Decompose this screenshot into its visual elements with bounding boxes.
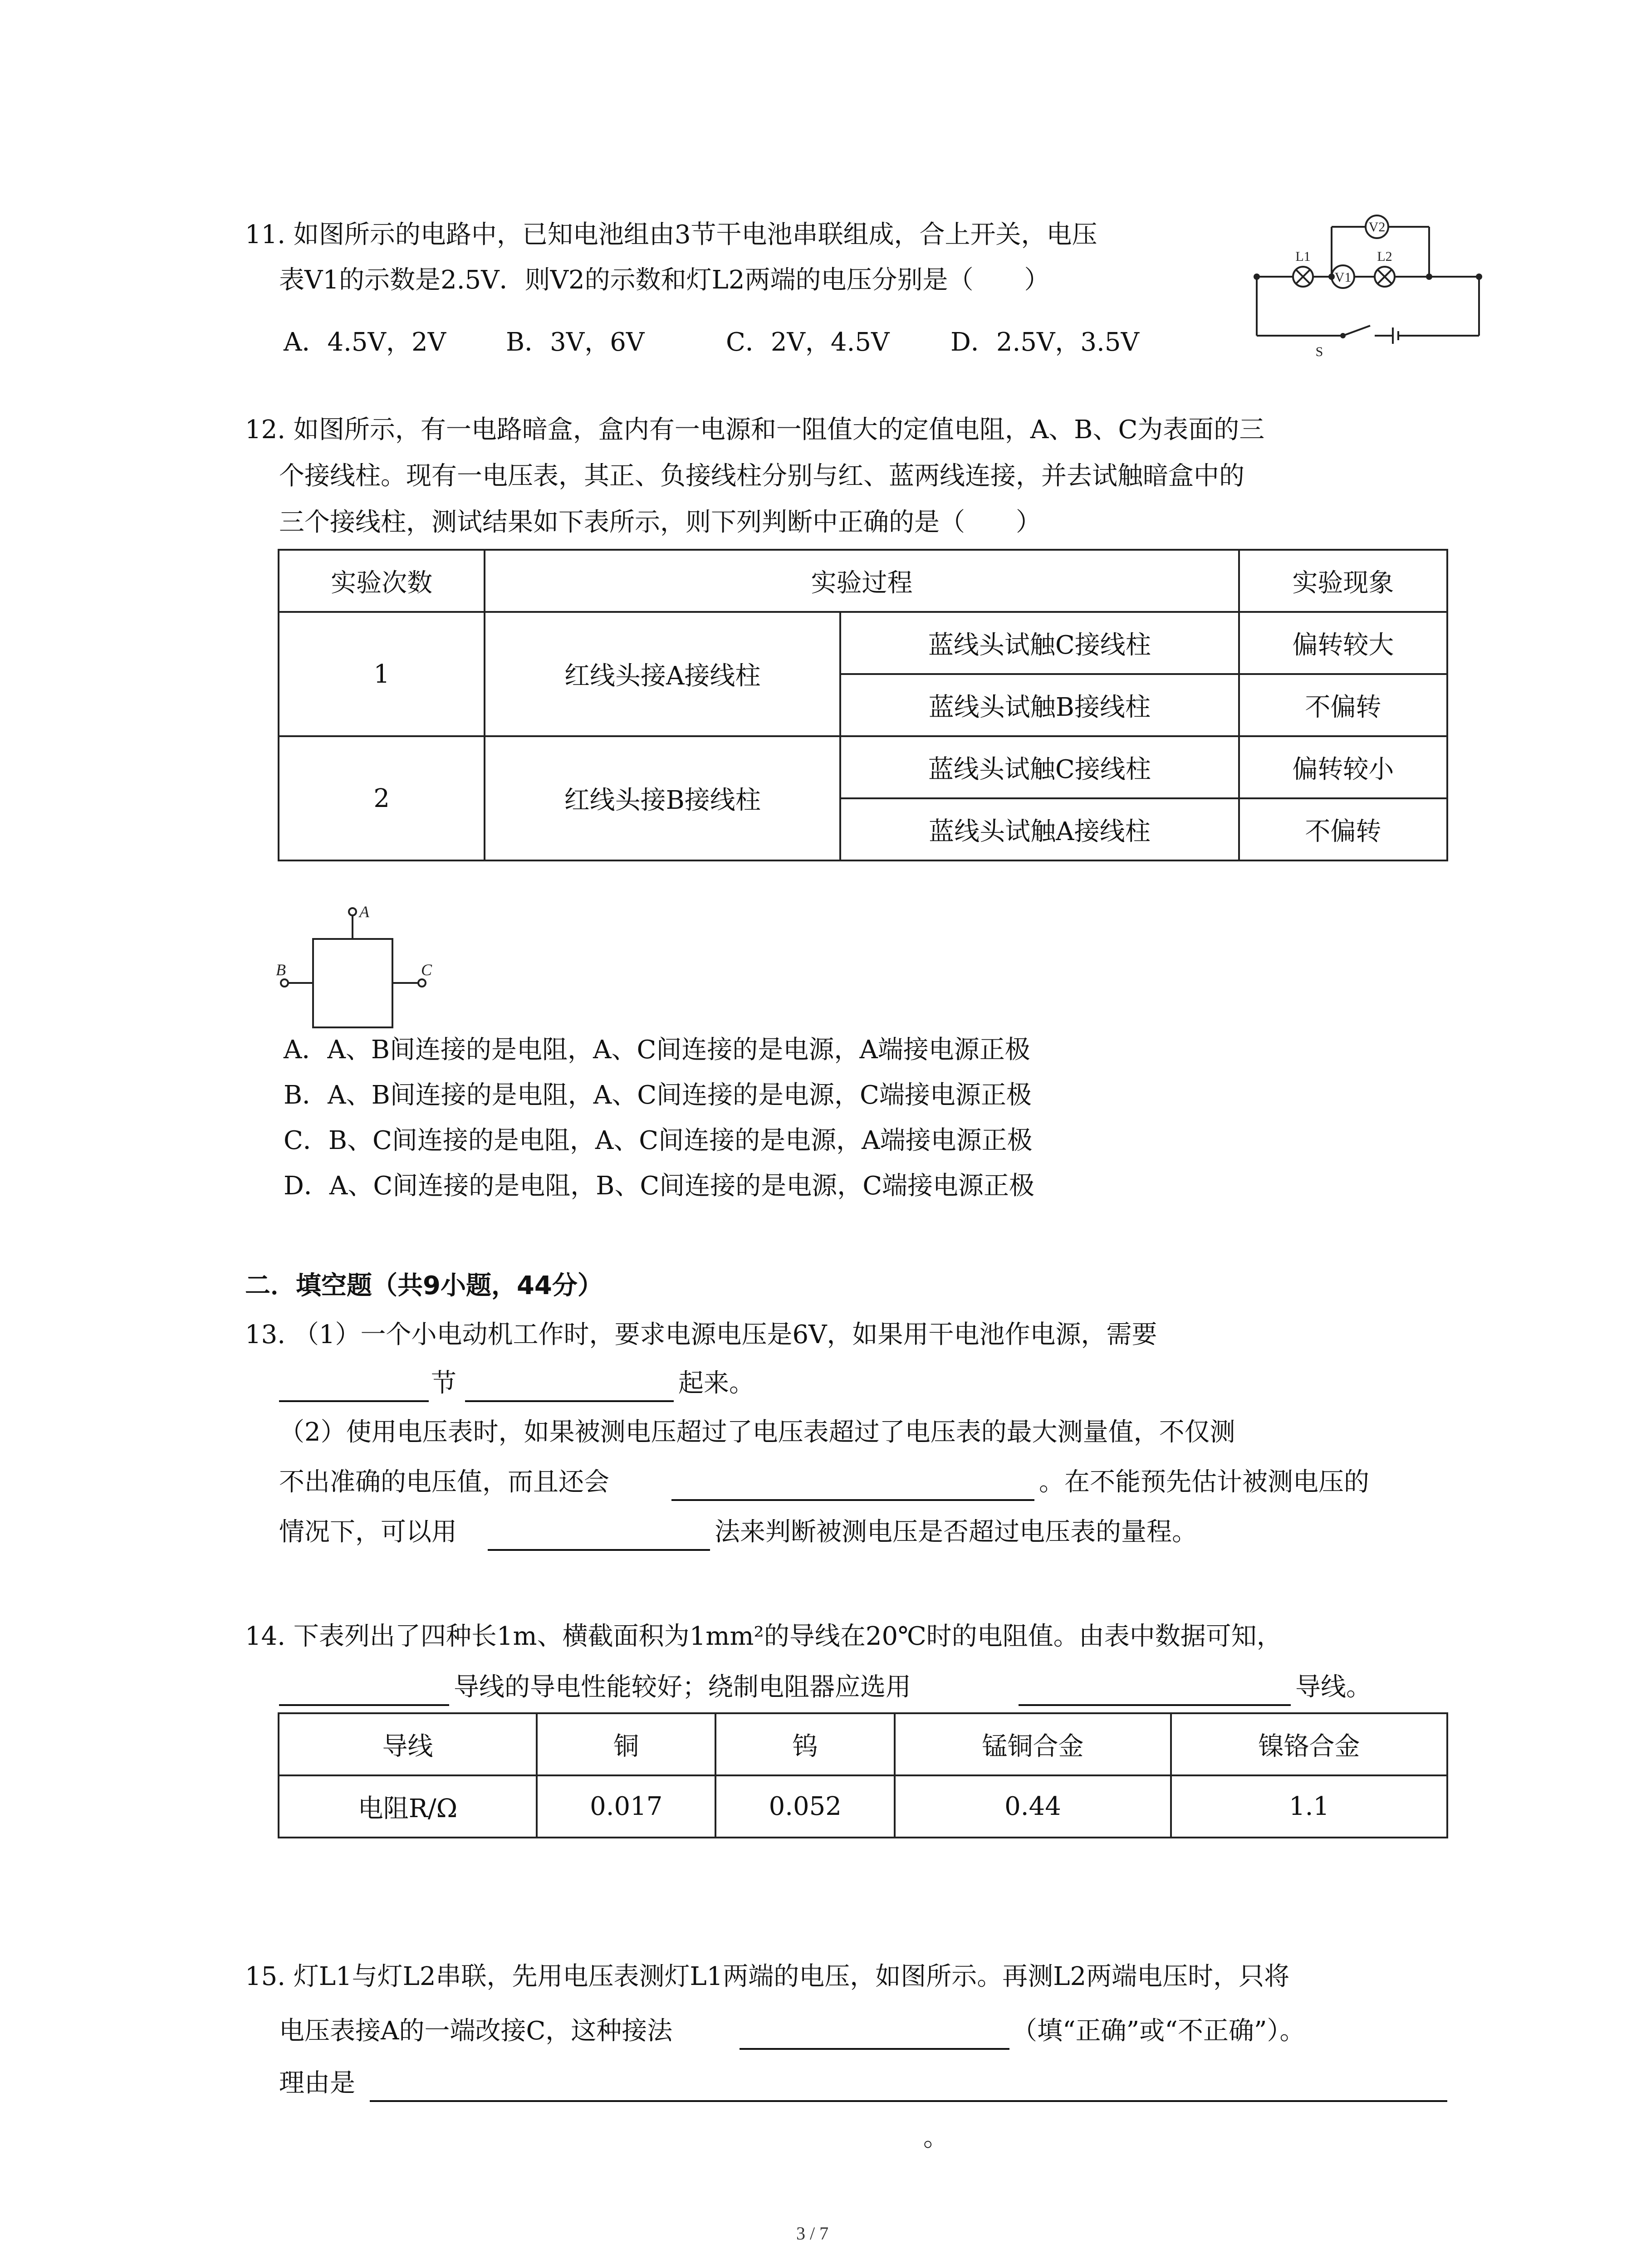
- table-cell: 0.017: [537, 1775, 716, 1838]
- q12-option-b: B．A、B间连接的是电阻，A、C间连接的是电源，C端接电源正极: [284, 1080, 1032, 1110]
- q14-line-2-b: 导线。: [1295, 1672, 1372, 1702]
- table-cell: 电阻R/Ω: [279, 1775, 537, 1838]
- blue-lead-cell: 蓝线头试触A接线柱: [840, 798, 1239, 860]
- q15-line-2-a: 电压表接A的一端改接C，这种接法: [279, 2016, 673, 2046]
- blue-lead-cell: 蓝线头试触C接线柱: [840, 612, 1239, 674]
- table-header: 实验现象: [1239, 550, 1447, 612]
- q14-resistance-table: [278, 1712, 1448, 1838]
- q15-line-4: 。: [923, 2123, 949, 2152]
- result-cell: 偏转较大: [1239, 612, 1447, 674]
- table-header: 实验次数: [279, 550, 485, 612]
- answer-blank[interactable]: [1019, 1704, 1291, 1706]
- q12-option-d: D．A、C间连接的是电阻，B、C间连接的是电源，C端接电源正极: [284, 1171, 1035, 1201]
- q11-option-a: A．4.5V，2V: [284, 327, 446, 357]
- result-cell: 偏转较小: [1239, 736, 1447, 798]
- q11-circuit-diagram: [1239, 200, 1497, 363]
- q12-results-table: [278, 549, 1448, 861]
- result-cell: 不偏转: [1239, 674, 1447, 736]
- q11-option-d: D．2.5V，3.5V: [950, 327, 1139, 357]
- page-number: 3 / 7: [796, 2223, 829, 2244]
- blue-lead-cell: 蓝线头试触B接线柱: [840, 674, 1239, 736]
- q15-line-1: 15. 灯L1与灯L2串联，先用电压表测灯L1两端的电压，如图所示。再测L2两端电压时，只将: [245, 1962, 1290, 1991]
- table-header: 镍铬合金: [1171, 1713, 1447, 1775]
- q12-option-a: A．A、B间连接的是电阻，A、C间连接的是电源，A端接电源正极: [284, 1035, 1030, 1065]
- answer-blank[interactable]: [671, 1499, 1034, 1501]
- q14-line-1: 14. 下表列出了四种长1m、横截面积为1mm²的导线在20℃时的电阻值。由表中数据可知，: [245, 1622, 1282, 1651]
- trial-number: 1: [279, 612, 485, 736]
- q12-option-c: C．B、C间连接的是电阻，A、C间连接的是电源，A端接电源正极: [284, 1126, 1033, 1155]
- answer-blank[interactable]: [279, 1400, 429, 1402]
- section-heading: 二．填空题（共9小题，44分）: [245, 1271, 603, 1300]
- answer-blank[interactable]: [370, 2100, 1447, 2102]
- table-header: 导线: [279, 1713, 537, 1775]
- q13-line-2-a: 节: [431, 1369, 456, 1398]
- terminal-b-label: B: [276, 961, 286, 979]
- table-header: 铜: [537, 1713, 716, 1775]
- terminal-c-label: C: [421, 961, 432, 979]
- q11-line-1: 11. 如图所示的电路中，已知电池组由3节干电池串联组成，合上开关，电压: [245, 220, 1097, 249]
- v1-label: V1: [1334, 270, 1352, 285]
- q12-line-1: 12. 如图所示，有一电路暗盒，盒内有一电源和一阻值大的定值电阻，A、B、C为表面的三: [245, 415, 1265, 445]
- q13-line-4-a: 不出准确的电压值，而且还会: [279, 1467, 609, 1497]
- q13-line-2-b: 起来。: [678, 1369, 754, 1398]
- answer-blank[interactable]: [488, 1549, 710, 1551]
- table-cell: 1.1: [1171, 1775, 1447, 1838]
- q14-line-2-a: 导线的导电性能较好；绕制电阻器应选用: [454, 1672, 911, 1702]
- q11-line-2: 表V1的示数是2.5V．则V2的示数和灯L2两端的电压分别是（ ）: [279, 265, 1050, 295]
- v2-label: V2: [1368, 220, 1386, 235]
- trial-number: 2: [279, 736, 485, 860]
- answer-blank[interactable]: [740, 2048, 1009, 2050]
- q13-line-5-a: 情况下，可以用: [279, 1517, 457, 1547]
- table-cell: 0.052: [715, 1775, 895, 1838]
- result-cell: 不偏转: [1239, 798, 1447, 860]
- switch-label: S: [1315, 344, 1323, 359]
- table-cell: 0.44: [895, 1775, 1171, 1838]
- q11-option-b: B．3V，6V: [506, 327, 645, 357]
- red-lead-cell: 红线头接B接线柱: [485, 736, 840, 860]
- q11-option-c: C．2V，4.5V: [726, 327, 890, 357]
- q12-line-3: 三个接线柱，测试结果如下表所示，则下列判断中正确的是（ ）: [279, 508, 1041, 537]
- l2-label: L2: [1377, 249, 1392, 264]
- answer-blank[interactable]: [465, 1400, 674, 1402]
- l1-label: L1: [1295, 249, 1311, 264]
- q13-line-5-b: 法来判断被测电压是否超过电压表的量程。: [715, 1517, 1197, 1547]
- answer-blank[interactable]: [279, 1704, 449, 1706]
- q12-black-box-diagram: [272, 903, 454, 1039]
- q13-line-3: （2）使用电压表时，如果被测电压超过了电压表超过了电压表的最大测量值，不仅测: [279, 1418, 1235, 1447]
- q12-line-2: 个接线柱。现有一电压表，其正、负接线柱分别与红、蓝两线连接，并去试触暗盒中的: [279, 461, 1244, 491]
- blue-lead-cell: 蓝线头试触C接线柱: [840, 736, 1239, 798]
- terminal-a-label: A: [359, 903, 369, 921]
- q13-line-1: 13. （1）一个小电动机工作时，要求电源电压是6V，如果用干电池作电源，需要: [245, 1320, 1157, 1349]
- q13-line-4-b: 。在不能预先估计被测电压的: [1039, 1467, 1369, 1497]
- q15-line-2-b: （填“正确”或“不正确”）。: [1012, 2016, 1305, 2046]
- red-lead-cell: 红线头接A接线柱: [485, 612, 840, 736]
- table-header: 钨: [715, 1713, 895, 1775]
- table-header: 实验过程: [485, 550, 1239, 612]
- table-header: 锰铜合金: [895, 1713, 1171, 1775]
- q15-line-3: 理由是: [279, 2068, 355, 2098]
